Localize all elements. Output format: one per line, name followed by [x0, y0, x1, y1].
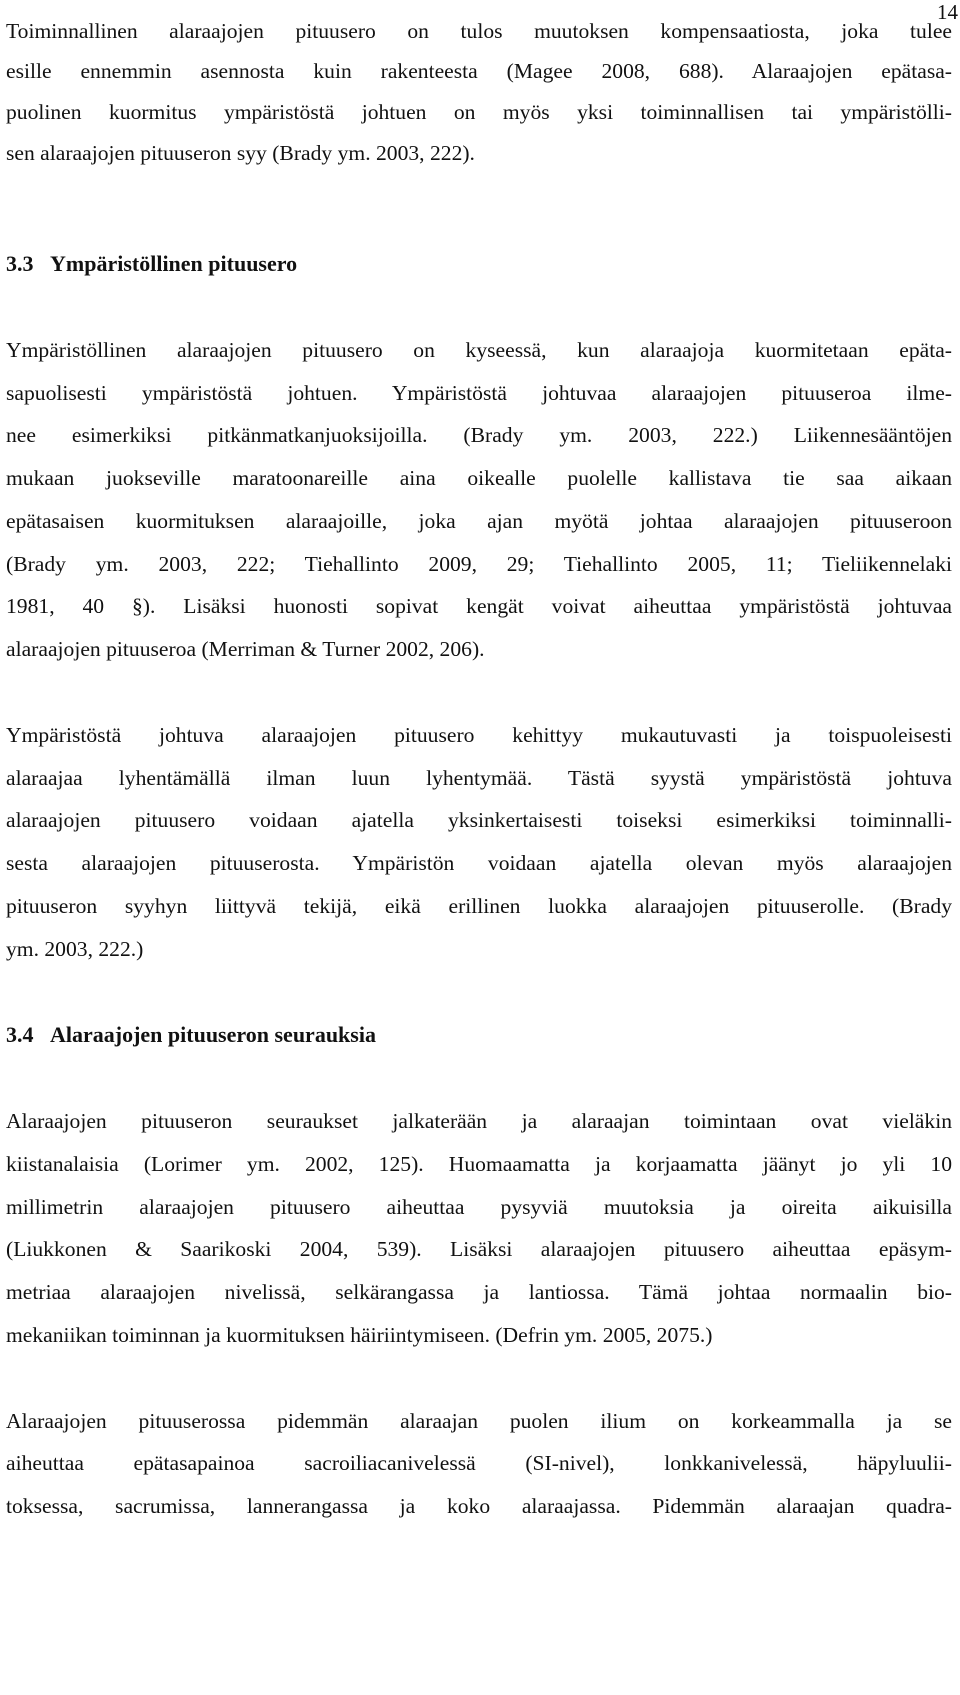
paragraph-4-line: Alaraajojen pituuseron seuraukset jalkaterään ja alaraajan toimintaan ovat vieläkin — [6, 1109, 952, 1133]
paragraph-5-line: Alaraajojen pituuserossa pidemmän alaraajan puolen ilium on korkeammalla ja se — [6, 1409, 952, 1433]
paragraph-4-line: (Liukkonen & Saarikoski 2004, 539). Lisäksi alaraajojen pituusero aiheuttaa epäsym- — [6, 1237, 952, 1261]
paragraph-2-line: (Brady ym. 2003, 222; Tiehallinto 2009, 29; Tiehallinto 2005, 11; Tieliikennelaki — [6, 552, 952, 576]
section-heading-3-3 — [6, 250, 297, 278]
paragraph-2-line: sapuolisesti ympäristöstä johtuen. Ympäristöstä johtuvaa alaraajojen pituuseroa ilme- — [6, 381, 952, 405]
paragraph-2-line: 1981, 40 §). Lisäksi huonosti sopivat kengät voivat aiheuttaa ympäristöstä johtuvaa — [6, 594, 952, 618]
paragraph-5-line: aiheuttaa epätasapainoa sacroiliacanivelessä (SI-nivel), lonkkanivelessä, häpyluulii- — [6, 1451, 952, 1475]
paragraph-4-line: kiistanalaisia (Lorimer ym. 2002, 125). Huomaamatta ja korjaamatta jäänyt jo yli 10 — [6, 1152, 952, 1176]
paragraph-1-line: sen alaraajojen pituuseron syy (Brady ym. 2003, 222). — [6, 141, 475, 165]
paragraph-2-line: mukaan juokseville maratoonareille aina oikealle puolelle kallistava tie saa aikaan — [6, 466, 952, 490]
paragraph-2-line: Ympäristöllinen alaraajojen pituusero on kyseessä, kun alaraajoja kuormitetaan epäta- — [6, 338, 952, 362]
section-number: 3.3 — [6, 251, 34, 276]
section-number: 3.4 — [6, 1022, 34, 1047]
page-number: 14 — [937, 0, 958, 24]
paragraph-3-line: alaraajojen pituusero voidaan ajatella yksinkertaisesti toiseksi esimerkiksi toiminnalli- — [6, 808, 952, 832]
paragraph-1-line: puolinen kuormitus ympäristöstä johtuen on myös yksi toiminnallisen tai ympäristölli- — [6, 100, 952, 124]
paragraph-2-line: epätasaisen kuormituksen alaraajoille, joka ajan myötä johtaa alaraajojen pituuseroon — [6, 509, 952, 533]
paragraph-3-line: ym. 2003, 222.) — [6, 937, 144, 961]
paragraph-5-line: toksessa, sacrumissa, lannerangassa ja koko alaraajassa. Pidemmän alaraajan quadra- — [6, 1494, 952, 1518]
paragraph-3-line: sesta alaraajojen pituuserosta. Ympäristön voidaan ajatella olevan myös alaraajojen — [6, 851, 952, 875]
paragraph-1-line: Toiminnallinen alaraajojen pituusero on tulos muutoksen kompensaatiosta, joka tulee — [6, 19, 952, 43]
section-title: Ympäristöllinen pituusero — [50, 251, 298, 276]
paragraph-3-line: pituuseron syyhyn liittyvä tekijä, eikä erillinen luokka alaraajojen pituuserolle. (Brady — [6, 894, 952, 918]
paragraph-4-line: metriaa alaraajojen nivelissä, selkärangassa ja lantiossa. Tämä johtaa normaalin bio- — [6, 1280, 952, 1304]
paragraph-4-line: mekaniikan toiminnan ja kuormituksen häiriintymiseen. (Defrin ym. 2005, 2075.) — [6, 1323, 713, 1347]
paragraph-4-line: millimetrin alaraajojen pituusero aiheuttaa pysyviä muutoksia ja oireita aikuisilla — [6, 1195, 952, 1219]
paragraph-1-line: esille ennemmin asennosta kuin rakenteesta (Magee 2008, 688). Alaraajojen epätasa- — [6, 59, 952, 83]
section-heading-3-4 — [6, 1021, 376, 1049]
paragraph-2-line: alaraajojen pituuseroa (Merriman & Turner 2002, 206). — [6, 637, 485, 661]
section-title: Alaraajojen pituuseron seurauksia — [50, 1022, 376, 1047]
paragraph-2-line: nee esimerkiksi pitkänmatkanjuoksijoilla. (Brady ym. 2003, 222.) Liikennesääntöjen — [6, 423, 952, 447]
paragraph-3-line: alaraajaa lyhentämällä ilman luun lyhentymää. Tästä syystä ympäristöstä johtuva — [6, 766, 952, 790]
paragraph-3-line: Ympäristöstä johtuva alaraajojen pituusero kehittyy mukautuvasti ja toispuoleisesti — [6, 723, 952, 747]
